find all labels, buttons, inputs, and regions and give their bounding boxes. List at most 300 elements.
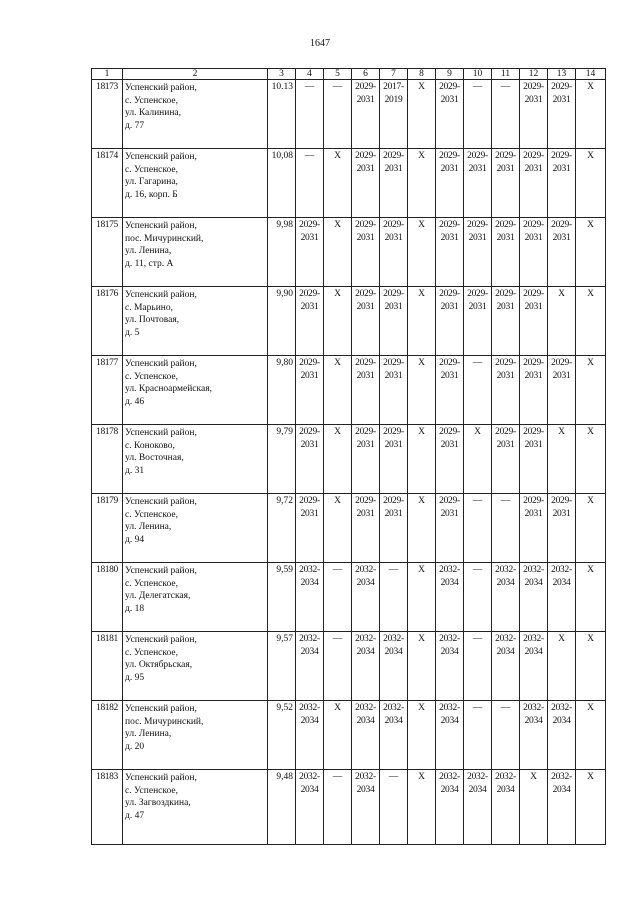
period-text: 2032-	[439, 703, 460, 713]
period-text: 2029-	[551, 496, 572, 506]
period-text: 2032-	[523, 703, 544, 713]
address-line: ул. Восточная,	[125, 453, 184, 463]
address-line: ул. Гагарина,	[125, 177, 178, 187]
period-cell	[520, 356, 548, 425]
period-text: 2034	[524, 646, 543, 657]
period-cell	[436, 149, 464, 218]
period-text: —	[472, 496, 483, 506]
period-text: 2029-	[383, 151, 404, 161]
row-number: 18180	[92, 563, 123, 632]
period-cell	[408, 425, 436, 494]
period-text: 2029-	[383, 496, 404, 506]
period-cell	[548, 632, 576, 701]
value-cell: 9,59	[268, 563, 296, 632]
address-line: Успенский район,	[125, 152, 197, 162]
address-line: д. 11, стр. А	[125, 258, 174, 269]
period-text: 2031	[468, 163, 487, 174]
row-number: 18183	[92, 770, 123, 845]
address-cell	[123, 632, 268, 701]
table-row	[92, 149, 606, 218]
table-row	[92, 287, 606, 356]
period-text: 2032-	[467, 772, 488, 782]
row-number: 18179	[92, 494, 123, 563]
period-cell	[408, 563, 436, 632]
row-number: 18181	[92, 632, 123, 701]
address-line: д. 16, корп. Б	[125, 189, 178, 200]
period-cell	[464, 494, 492, 563]
column-header: 5	[324, 69, 352, 80]
period-text: 2029-	[383, 358, 404, 368]
value-cell: 9,79	[268, 425, 296, 494]
period-text: 2029-	[523, 289, 544, 299]
period-cell	[464, 287, 492, 356]
period-text: 2031	[552, 163, 571, 174]
period-text: —	[472, 703, 483, 713]
period-text: X	[587, 496, 594, 506]
period-text: 2032-	[355, 634, 376, 644]
period-text: 2034	[440, 715, 459, 726]
period-cell	[436, 356, 464, 425]
period-text: —	[472, 82, 483, 92]
address-line: с. Успенское,	[125, 647, 178, 658]
period-text: 2032-	[355, 772, 376, 782]
period-text: —	[500, 703, 511, 713]
period-text: 2031	[356, 370, 375, 381]
period-text: 2031	[440, 439, 459, 450]
period-text: X	[587, 703, 594, 713]
address-cell	[123, 425, 268, 494]
table-row	[92, 563, 606, 632]
period-cell	[548, 770, 576, 845]
period-cell	[548, 563, 576, 632]
period-cell	[324, 563, 352, 632]
period-text: 2034	[300, 577, 319, 588]
period-cell	[520, 494, 548, 563]
period-text: 2031	[300, 508, 319, 519]
period-text: X	[558, 427, 565, 437]
period-text: 2029-	[355, 289, 376, 299]
period-text: 2029-	[439, 220, 460, 230]
period-text: X	[334, 358, 341, 368]
period-text: 2034	[552, 577, 571, 588]
period-text: 2029-	[523, 358, 544, 368]
period-text: 2029-	[439, 82, 460, 92]
period-text: 2029-	[299, 220, 320, 230]
period-cell	[492, 80, 520, 149]
value-cell: 10.13	[268, 80, 296, 149]
period-text: —	[388, 565, 399, 575]
period-text: 2031	[496, 232, 515, 243]
period-cell	[324, 218, 352, 287]
address-line: ул. Делегатская,	[125, 591, 191, 601]
period-text: 2031	[384, 301, 403, 312]
period-text: 2029-	[523, 151, 544, 161]
address-line: д. 94	[125, 534, 145, 545]
period-text: —	[472, 565, 483, 575]
address-line: Успенский район,	[125, 359, 197, 369]
period-cell	[548, 494, 576, 563]
period-text: 2031	[440, 508, 459, 519]
period-cell	[296, 356, 324, 425]
row-number: 18182	[92, 701, 123, 770]
period-text: 2029-	[383, 220, 404, 230]
period-cell	[352, 218, 380, 287]
period-cell	[520, 632, 548, 701]
address-line: Успенский район,	[125, 497, 197, 507]
period-text: 2031	[300, 439, 319, 450]
period-text: 2031	[384, 508, 403, 519]
row-number: 18178	[92, 425, 123, 494]
table-row	[92, 632, 606, 701]
period-text: 2031	[300, 301, 319, 312]
period-text: 2034	[440, 646, 459, 657]
column-header: 10	[464, 69, 492, 80]
period-text: 2029-	[523, 220, 544, 230]
address-line: пос. Мичуринский,	[125, 716, 204, 727]
period-text: 2031	[496, 439, 515, 450]
period-text: 2031	[356, 94, 375, 105]
period-text: 2029-	[467, 289, 488, 299]
period-cell	[576, 563, 606, 632]
period-text: X	[418, 772, 425, 782]
period-cell	[464, 425, 492, 494]
period-cell	[296, 563, 324, 632]
period-cell	[576, 80, 606, 149]
table-body	[92, 80, 606, 845]
period-cell	[464, 632, 492, 701]
period-text: 2034	[440, 784, 459, 795]
address-cell	[123, 80, 268, 149]
period-cell	[380, 287, 408, 356]
period-cell	[436, 770, 464, 845]
address-line: ул. Ленина,	[125, 246, 172, 256]
address-line: ул. Калинина,	[125, 108, 182, 118]
period-cell	[352, 287, 380, 356]
period-text: 2029-	[439, 289, 460, 299]
row-number: 18173	[92, 80, 123, 149]
address-line: ул. Почтовая,	[125, 315, 180, 325]
period-text: 2031	[524, 508, 543, 519]
column-header: 7	[380, 69, 408, 80]
period-text: 2034	[524, 577, 543, 588]
period-cell	[436, 701, 464, 770]
period-cell	[380, 563, 408, 632]
period-cell	[492, 770, 520, 845]
period-text: 2034	[552, 784, 571, 795]
period-cell	[576, 149, 606, 218]
address-cell	[123, 149, 268, 218]
period-cell	[464, 218, 492, 287]
period-cell	[520, 701, 548, 770]
period-cell	[576, 701, 606, 770]
period-text: X	[418, 358, 425, 368]
period-text: 2029-	[551, 82, 572, 92]
table-row	[92, 770, 606, 845]
period-cell	[296, 425, 324, 494]
period-text: 2031	[384, 232, 403, 243]
period-cell	[576, 287, 606, 356]
period-cell	[520, 80, 548, 149]
period-cell	[464, 563, 492, 632]
period-cell	[324, 287, 352, 356]
table-row	[92, 425, 606, 494]
table-row	[92, 494, 606, 563]
period-cell	[324, 80, 352, 149]
row-number: 18174	[92, 149, 123, 218]
address-line: с. Успенское,	[125, 371, 178, 382]
table-row	[92, 218, 606, 287]
period-text: 2034	[356, 715, 375, 726]
column-header: 8	[408, 69, 436, 80]
address-line: с. Коноково,	[125, 440, 175, 451]
period-text: 2019	[384, 94, 403, 105]
period-text: X	[418, 496, 425, 506]
period-text: 2034	[384, 646, 403, 657]
address-cell	[123, 770, 268, 845]
address-line: с. Успенское,	[125, 785, 178, 796]
period-cell	[296, 632, 324, 701]
address-line: с. Марьино,	[125, 302, 174, 313]
period-text: 2031	[468, 232, 487, 243]
period-text: X	[334, 496, 341, 506]
period-text: X	[334, 703, 341, 713]
period-cell	[352, 770, 380, 845]
period-text: 2031	[384, 163, 403, 174]
period-text: 2029-	[523, 496, 544, 506]
period-cell	[436, 563, 464, 632]
period-cell	[380, 80, 408, 149]
value-cell: 9,98	[268, 218, 296, 287]
column-header: 3	[268, 69, 296, 80]
column-header: 2	[123, 69, 268, 80]
period-text: 2029-	[467, 220, 488, 230]
period-cell	[296, 494, 324, 563]
period-cell	[576, 425, 606, 494]
period-text: 2029-	[551, 358, 572, 368]
period-text: 2032-	[299, 634, 320, 644]
address-line: Успенский район,	[125, 773, 197, 783]
period-text: 2032-	[299, 703, 320, 713]
period-cell	[436, 80, 464, 149]
period-text: X	[587, 358, 594, 368]
period-text: 2032-	[495, 772, 516, 782]
period-cell	[464, 149, 492, 218]
period-cell	[324, 356, 352, 425]
value-cell: 9,52	[268, 701, 296, 770]
period-cell	[436, 425, 464, 494]
address-line: пос. Мичуринский,	[125, 233, 204, 244]
period-cell	[576, 632, 606, 701]
period-text: 2034	[356, 784, 375, 795]
period-cell	[408, 701, 436, 770]
period-text: 2031	[496, 163, 515, 174]
period-cell	[464, 356, 492, 425]
period-text: X	[334, 151, 341, 161]
period-text: 2029-	[355, 220, 376, 230]
value-cell: 10,08	[268, 149, 296, 218]
period-cell	[380, 494, 408, 563]
period-text: X	[418, 220, 425, 230]
period-cell	[408, 494, 436, 563]
period-cell	[492, 632, 520, 701]
period-text: 2032-	[383, 634, 404, 644]
period-text: X	[587, 220, 594, 230]
period-text: 2031	[552, 370, 571, 381]
period-text: 2031	[524, 232, 543, 243]
period-text: 2029-	[495, 358, 516, 368]
address-line: д. 47	[125, 810, 145, 821]
period-cell	[576, 494, 606, 563]
address-line: Успенский район,	[125, 566, 197, 576]
address-line: д. 31	[125, 465, 145, 476]
period-text: X	[418, 289, 425, 299]
register-table	[91, 68, 606, 845]
period-text: 2029-	[299, 427, 320, 437]
address-line: д. 20	[125, 741, 145, 752]
period-text: 2031	[300, 232, 319, 243]
address-cell	[123, 356, 268, 425]
address-line: ул. Ленина,	[125, 522, 172, 532]
row-number: 18177	[92, 356, 123, 425]
period-text: X	[418, 565, 425, 575]
period-cell	[464, 770, 492, 845]
period-cell	[324, 701, 352, 770]
column-number-row	[92, 69, 606, 80]
period-cell	[548, 218, 576, 287]
period-text: —	[332, 634, 343, 644]
period-text: 2032-	[439, 772, 460, 782]
period-text: X	[334, 427, 341, 437]
period-text: 2031	[524, 94, 543, 105]
period-text: X	[587, 151, 594, 161]
period-text: X	[418, 634, 425, 644]
period-cell	[296, 770, 324, 845]
row-number: 18176	[92, 287, 123, 356]
period-cell	[296, 149, 324, 218]
period-text: 2031	[496, 301, 515, 312]
value-cell: 9,48	[268, 770, 296, 845]
address-line: ул. Ленина,	[125, 729, 172, 739]
period-text: X	[558, 634, 565, 644]
period-text: 2029-	[355, 496, 376, 506]
period-text: 2029-	[467, 151, 488, 161]
period-text: 2032-	[299, 772, 320, 782]
period-cell	[352, 425, 380, 494]
period-text: 2029-	[495, 427, 516, 437]
period-text: 2031	[552, 94, 571, 105]
column-header: 11	[492, 69, 520, 80]
period-text: 2029-	[495, 151, 516, 161]
address-line: с. Успенское,	[125, 509, 178, 520]
period-cell	[324, 770, 352, 845]
period-text: X	[587, 427, 594, 437]
address-cell	[123, 701, 268, 770]
period-text: 2034	[552, 715, 571, 726]
period-text: 2031	[440, 301, 459, 312]
period-text: 2029-	[299, 358, 320, 368]
period-text: 2031	[356, 163, 375, 174]
period-text: 2029-	[355, 82, 376, 92]
period-text: X	[587, 565, 594, 575]
address-line: д. 95	[125, 672, 145, 683]
period-text: X	[334, 220, 341, 230]
period-text: 2031	[384, 370, 403, 381]
period-text: 2029-	[299, 289, 320, 299]
period-text: 2017-	[383, 82, 404, 92]
address-line: с. Успенское,	[125, 95, 178, 106]
address-line: Успенский район,	[125, 290, 197, 300]
period-text: 2032-	[523, 565, 544, 575]
period-text: 2029-	[439, 496, 460, 506]
period-cell	[492, 563, 520, 632]
period-cell	[408, 632, 436, 701]
period-cell	[296, 80, 324, 149]
period-text: —	[388, 772, 399, 782]
period-cell	[380, 770, 408, 845]
period-text: 2032-	[355, 703, 376, 713]
address-line: Успенский район,	[125, 635, 197, 645]
period-cell	[324, 149, 352, 218]
period-text: X	[558, 289, 565, 299]
period-text: 2034	[356, 646, 375, 657]
period-text: 2029-	[439, 427, 460, 437]
column-header: 1	[92, 69, 123, 80]
period-cell	[380, 218, 408, 287]
period-cell	[436, 287, 464, 356]
period-cell	[520, 770, 548, 845]
period-text: 2034	[496, 646, 515, 657]
period-text: 2034	[300, 715, 319, 726]
address-cell	[123, 563, 268, 632]
period-cell	[352, 632, 380, 701]
period-cell	[464, 80, 492, 149]
period-cell	[408, 770, 436, 845]
period-cell	[408, 149, 436, 218]
period-text: 2034	[356, 577, 375, 588]
period-text: 2032-	[439, 565, 460, 575]
period-text: 2031	[440, 370, 459, 381]
period-text: 2032-	[551, 703, 572, 713]
period-text: 2029-	[439, 151, 460, 161]
period-text: 2031	[552, 508, 571, 519]
period-text: 2034	[468, 784, 487, 795]
column-header: 14	[576, 69, 606, 80]
period-cell	[492, 149, 520, 218]
period-cell	[408, 80, 436, 149]
period-cell	[576, 218, 606, 287]
row-number: 18175	[92, 218, 123, 287]
period-text: 2031	[524, 163, 543, 174]
period-cell	[380, 149, 408, 218]
period-cell	[492, 356, 520, 425]
period-text: 2031	[356, 301, 375, 312]
period-text: X	[418, 82, 425, 92]
period-cell	[352, 701, 380, 770]
period-cell	[380, 632, 408, 701]
column-header: 13	[548, 69, 576, 80]
period-text: —	[304, 82, 315, 92]
period-text: X	[530, 772, 537, 782]
period-cell	[492, 287, 520, 356]
period-text: —	[472, 634, 483, 644]
period-cell	[296, 287, 324, 356]
period-text: 2034	[496, 577, 515, 588]
period-text: 2031	[440, 163, 459, 174]
period-text: 2032-	[551, 565, 572, 575]
period-text: X	[418, 427, 425, 437]
period-cell	[520, 287, 548, 356]
period-text: 2029-	[495, 220, 516, 230]
